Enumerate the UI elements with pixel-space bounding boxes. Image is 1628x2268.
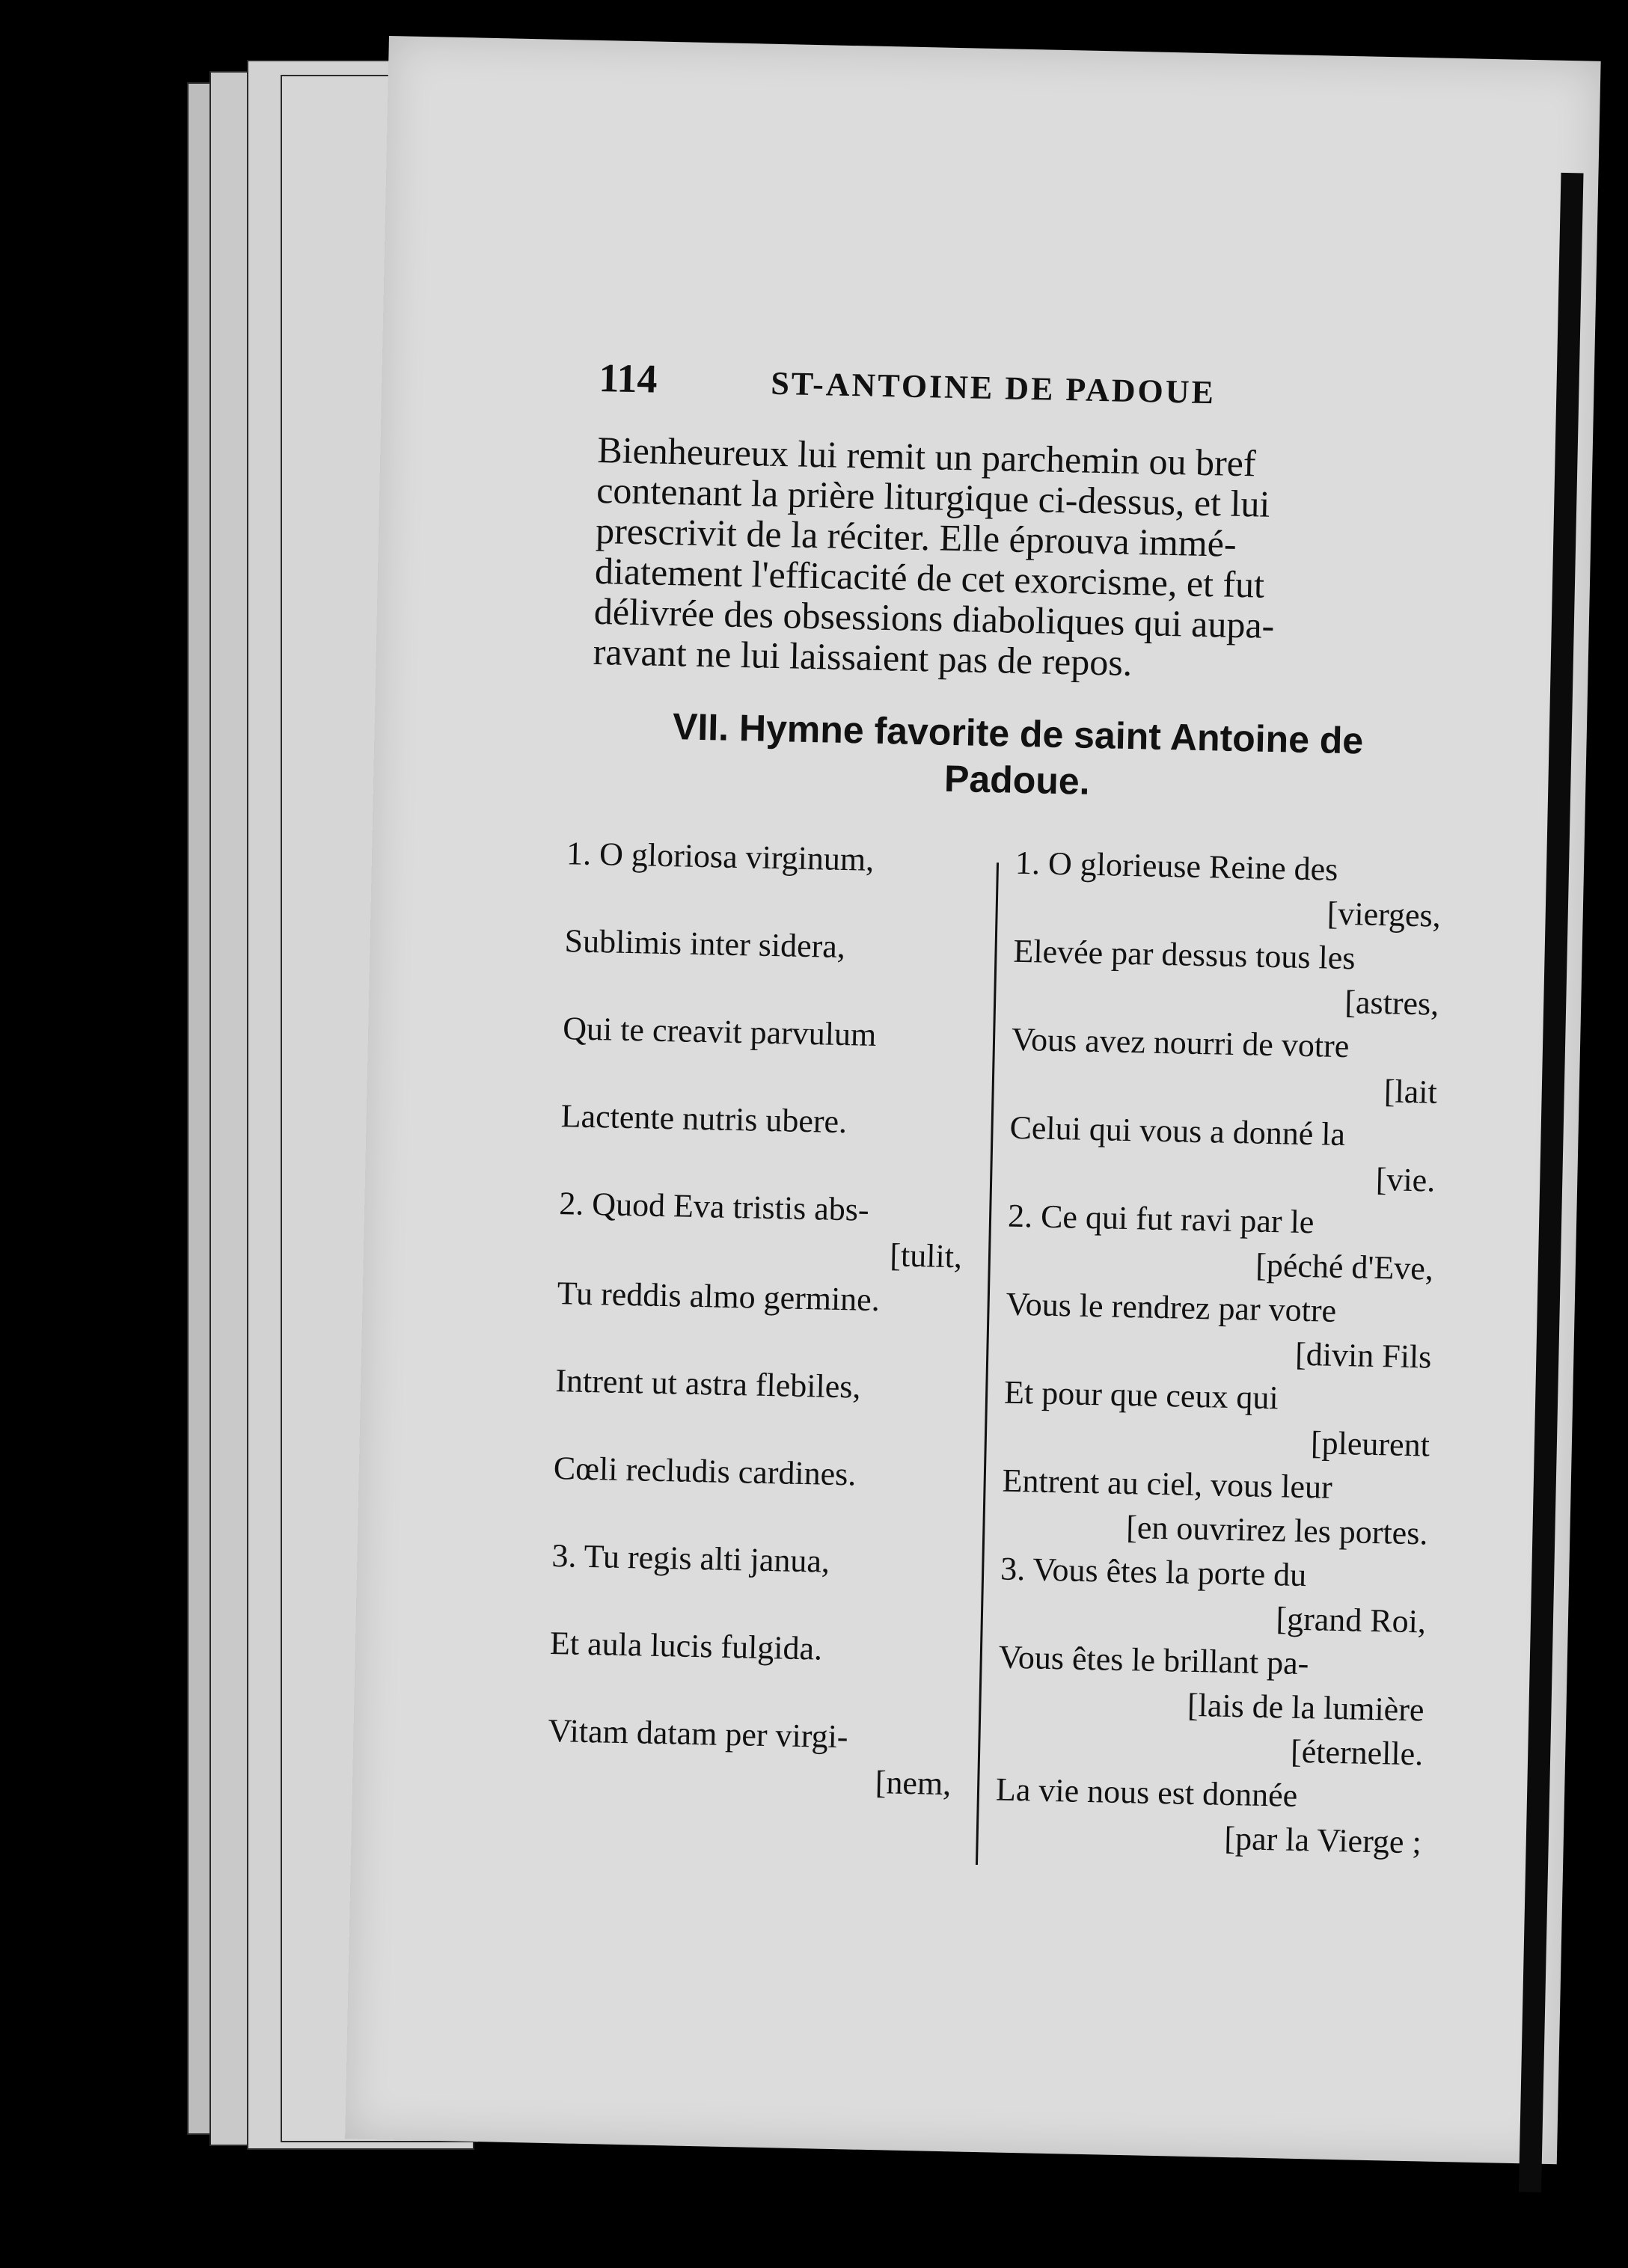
- latin-column: [547, 831, 986, 1806]
- french-line: Et pour que ceux qui: [1003, 1373, 1279, 1417]
- latin-line: Lactente nutris ubere.: [560, 1097, 848, 1141]
- french-line: Vous le rendrez par votre: [1006, 1285, 1337, 1329]
- french-line: Celui qui vous a donné la: [1009, 1109, 1346, 1153]
- latin-line: Vitam datam per virgi-: [548, 1711, 849, 1756]
- french-line-continuation: [astres,: [1344, 984, 1439, 1023]
- french-line-continuation: [divin Fils: [1294, 1335, 1432, 1376]
- intro-paragraph: [593, 429, 1451, 690]
- latin-line: Et aula lucis fulgida.: [549, 1624, 823, 1667]
- french-line-continuation: [éternelle.: [1290, 1732, 1424, 1773]
- latin-line-continuation: [tulit,: [889, 1236, 963, 1275]
- french-line-continuation: [lait: [1383, 1073, 1438, 1111]
- running-title: ST-ANTOINE DE PADOUE: [770, 364, 1217, 411]
- section-heading: [590, 702, 1445, 812]
- french-line: 1. O glorieuse Reine des: [1015, 844, 1338, 888]
- hymn-columns: [548, 832, 1442, 1867]
- french-line-continuation: [lais de la lumière: [1187, 1686, 1424, 1729]
- latin-line: 3. Tu regis alti janua,: [551, 1537, 830, 1580]
- french-line-continuation: [en ouvrirez les portes.: [1125, 1509, 1428, 1552]
- french-line: La vie nous est donnée: [995, 1771, 1298, 1814]
- text-line: diatement l'efficacité de cet exorcisme, et fut: [594, 549, 1265, 606]
- french-line-continuation: [par la Vierge ;: [1223, 1819, 1422, 1861]
- french-line-continuation: [pleurent: [1310, 1424, 1430, 1464]
- latin-line: Cœli recludis cardines.: [553, 1450, 857, 1493]
- french-line-continuation: [grand Roi,: [1276, 1600, 1427, 1640]
- book-page: [345, 36, 1601, 2164]
- french-line: Vous êtes le brillant pa-: [998, 1638, 1309, 1682]
- latin-line: Intrent ut astra flebiles,: [554, 1362, 861, 1406]
- french-column: [994, 841, 1457, 1865]
- french-line: Elevée par dessus tous les: [1013, 932, 1356, 977]
- text-line: Bienheureux lui remit un parchemin ou bref: [596, 428, 1257, 485]
- text-line: prescrivit de la réciter. Elle éprouva immé-: [595, 509, 1237, 565]
- text-line: délivrée des obsessions diaboliques qui aupa-: [593, 589, 1275, 646]
- french-line-continuation: [vierges,: [1326, 895, 1442, 934]
- text-line: contenant la prière liturgique ci-dessus, et lui: [596, 468, 1270, 525]
- french-line: Vous avez nourri de votre: [1011, 1020, 1350, 1065]
- page-header: [598, 355, 1451, 432]
- latin-line: 1. O gloriosa virginum,: [566, 835, 875, 878]
- page-gutter-shadow: [1519, 173, 1584, 2192]
- section-heading-line: Padoue.: [943, 757, 1091, 803]
- french-line: 3. Vous êtes la porte du: [1000, 1550, 1307, 1594]
- latin-line: Sublimis inter sidera,: [564, 922, 846, 966]
- page-content: [548, 355, 1452, 1866]
- french-line-continuation: [péché d'Eve,: [1255, 1246, 1434, 1287]
- section-heading-line: VII. Hymne favorite de saint Antoine de: [672, 705, 1364, 762]
- latin-line: Qui te creavit parvulum: [562, 1010, 877, 1053]
- french-line: Entrent au ciel, vous leur: [1002, 1462, 1333, 1506]
- latin-line: Tu reddis almo germine.: [557, 1275, 881, 1319]
- french-line: 2. Ce qui fut ravi par le: [1007, 1197, 1315, 1241]
- latin-line: 2. Quod Eva tristis abs-: [558, 1185, 870, 1228]
- french-line-continuation: [vie.: [1375, 1160, 1436, 1199]
- text-line: ravant ne lui laissaient pas de repos.: [593, 630, 1133, 684]
- page-number: 114: [598, 355, 658, 402]
- latin-line-continuation: [nem,: [875, 1764, 952, 1803]
